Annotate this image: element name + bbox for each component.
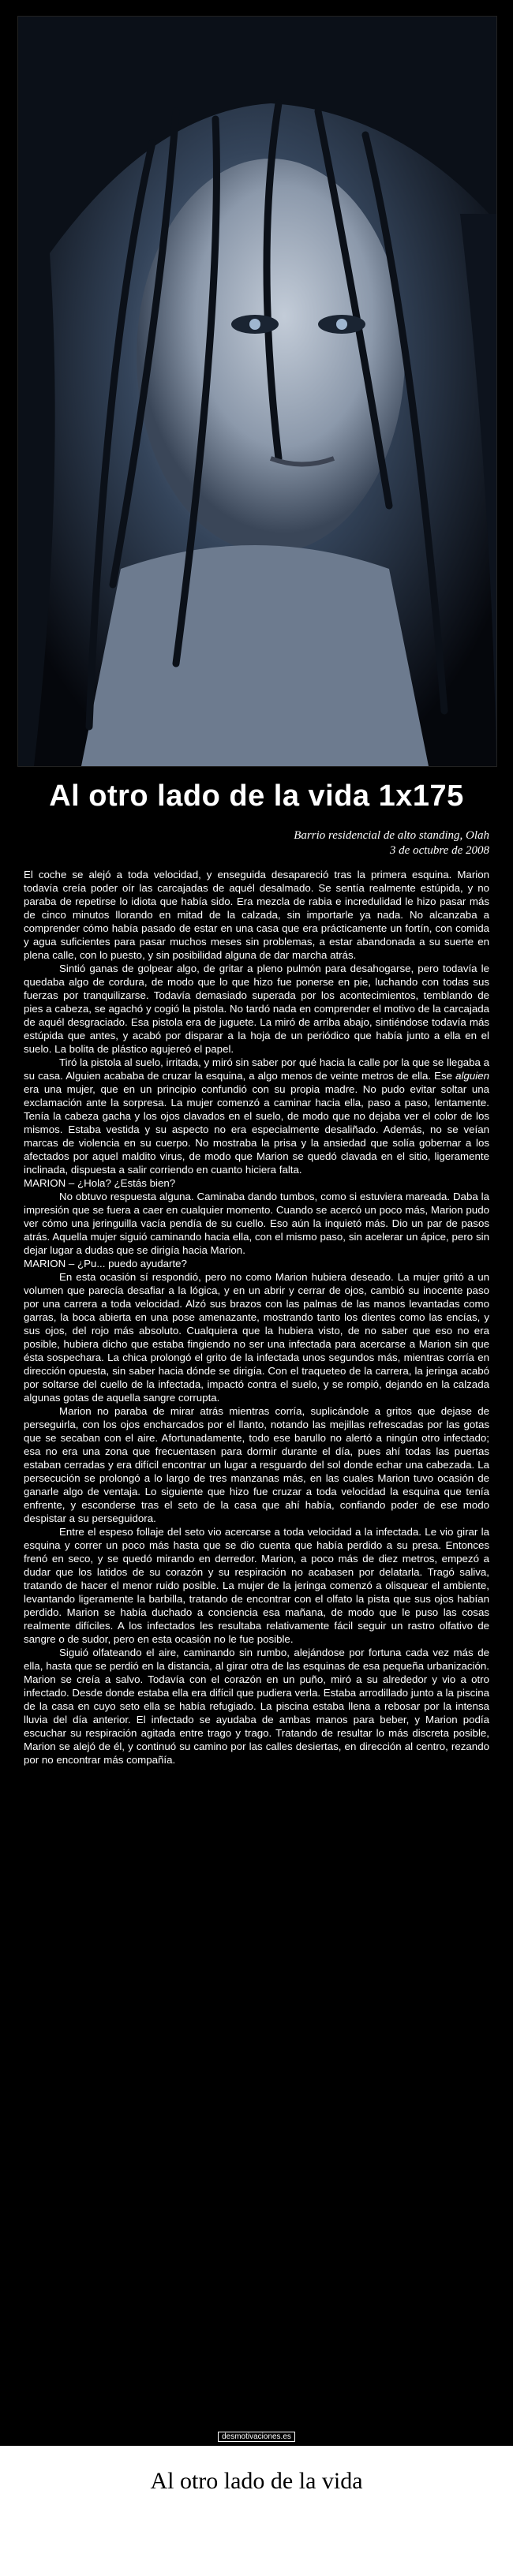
woman-portrait-image (18, 17, 496, 766)
story-paragraph: No obtuvo respuesta alguna. Caminaba dando tumbos, como si estuviera mareada. Daba la impresión que se fuera a caer en cualquier momento. Cuando se acercó un poco más, Marion pudo ver cómo una jeringuilla vacía pendía de su cuello. Eso aún la inquietó más. Dio un par de pasos atrás. Aquella mujer siguió caminando hacia ella, con el mismo paso, sin acelerar un ápice, pero sin dejar lugar a dudas que se dirigía hacia Marion. (24, 1191, 489, 1256)
story-text (24, 868, 489, 1767)
story-text-run: era una mujer, que en un principio confundió con su propia madre. No pudo evitar soltar una exclamación ante la sorpresa. La mujer comenzó a caminar hacia ella, paso a paso, lentamente. Tenía la cabeza gacha y los ojos clavados en el suelo, de modo que no dejaba ver el color de los mismos. Estaba vestida y su aspecto no era especialmente desaliñado. Además, no se veían marcas de violencia en su cuerpo. No mostraba la prisa y la ansiedad que solía gobernar a los afectados por aquel maldito virus, de modo que Marion se quedó clavada en el sitio, ligeramente inclinada, dispuesta a salir corriendo en cuanto hiciera falta. (24, 1083, 489, 1176)
story-paragraph (24, 1056, 489, 1176)
story-emphasis: alguien (455, 1070, 489, 1082)
story-text-run: Tiró la pistola al suelo, irritada, y miró sin saber por qué hacia la calle por la que se llegaba a su casa. Alguien acababa de cruzar la esquina, a algo menos de veinte metros de ella. Ese (24, 1056, 489, 1082)
subtitle-location: Barrio residencial de alto standing, Olah (294, 829, 489, 842)
poster-caption: Al otro lado de la vida (150, 2468, 363, 2494)
story-paragraph: Marion no paraba de mirar atrás mientras corría, suplicándole a gritos que dejase de perseguirla, con los ojos encharcados por el llanto, notando las mejillas refrescadas por las gotas que se secaban con el aire. Afortunadamente, todo ese barullo no alertó a ningún otro infectado; esa no era una zona que frecuentasen para dormir durante el día, pues ahí todas las puertas estaban cerradas y era difícil encontrar un lugar a resguardo del sol donde echar una cabezada. La persecución se prolongó a lo largo de tres manzanas más, en las cuales Marion tuvo ocasión de ganarle algo de ventaja. Lo siguiente que hizo fue cruzar a toda velocidad la esquina que tenía enfrente, y esconderse tras el seto de la casa que ahí había, confiando poder de ese modo despistar a su perseguidora. (24, 1405, 489, 1524)
story-title: Al otro lado de la vida 1x175 (49, 780, 464, 813)
story-paragraph: Entre el espeso follaje del seto vio acercarse a toda velocidad a la infectada. Le vio girar la esquina y correr un poco más hasta que se dio cuenta que había perdido a su presa. Entonces frenó en seco, y se quedó mirando en derredor. Marion, a poco más de diez metros, empezó a dudar que los latidos de su corazón y su respiración no acabasen por delatarla. Tragó saliva, tratando de hacer el menor ruido posible. La mujer de la jeringa comenzó a olisquear el ambiente, levantando ligeramente la barbilla, tratando de encontrar con el olfato la pista que sus ojos habían perdido. Marion se había duchado a conciencia esa mañana, de modo que le puso las cosas realmente difíciles. A los infectados les resultaba relativamente fácil seguir un rastro olfativo de sangre o de sudor, pero en esta ocasión no le fue posible. (24, 1526, 489, 1645)
subtitle-date: 3 de octubre de 2008 (389, 844, 489, 857)
watermark-label: desmotivaciones.es (218, 2432, 295, 2442)
poster-photo (17, 16, 497, 767)
story-paragraph: Siguió olfateando el aire, caminando sin rumbo, alejándose por fortuna cada vez más de ella, hasta que se perdió en la distancia, al girar otra de las esquinas de esa pequeña urbanización. Marion se creía a salvo. Todavía con el corazón en un puño, miró a su alrededor y vio a otro infectado. Desde donde estaba ella era difícil que pudiera verla. Estaba arrodillado junto a la piscina de la casa en cuyo seto ella se había refugiado. La piscina estaba llena a rebosar por la intensa lluvia del día anterior. El infectado se ayudaba de ambas manos para beber, y Marion podía escuchar su respiración agitada entre trago y trago. Tratando de resultar lo más discreta posible, Marion se alejó de él, y continuó su camino por las calles desiertas, en dirección al centro, rezando por no encontrar más compañía. (24, 1647, 489, 1766)
story-dialog-line: MARION – ¿Hola? ¿Estás bien? (24, 1177, 176, 1189)
site-watermark (0, 2428, 513, 2443)
story-dialog-line: MARION – ¿Pu... puedo ayudarte? (24, 1258, 187, 1269)
story-paragraph: El coche se alejó a toda velocidad, y enseguida desapareció tras la primera esquina. Marion todavía creía poder oír las carcajadas de aquél desalmado. Se sentía realmente estúpida, y no paraba de repetirse lo idiota que había sido. Era mezcla de rabia e incredulidad le hizo pasar más de cinco minutos llorando en mitad de la calzada, sin importarle ya nada. No alcanzaba a comprender cómo había pasado de estar en una casa que era prácticamente un fortín, con comida y agua suficientes para pasar muchos meses sin problemas, a estar abandonada a su suerte en plena calle, con lo puesto, y sin posibilidad alguna de dar marcha atrás. (24, 869, 489, 961)
story-paragraph: En esta ocasión sí respondió, pero no como Marion hubiera deseado. La mujer gritó a un volumen que parecía desafiar a la lógica, y en un abrir y cerrar de ojos, cambió su inocente paso por una carrera a toda velocidad. Alzó sus brazos con las palmas de las manos levantadas como garras, la boca abierta en una pose amenazante, mostrando tanto los dientes como las encías, y sus ojos, del rojo más absoluto. Cualquiera que la hubiera visto, de no saber que eso no era posible, hubiera dicho que estaba fingiendo no ser una infectada para acercarse a Marion sin que ésta sospechara. La chica prolongó el grito de la infectada unos segundos más, mientras corría en dirección opuesta, sin saber hacia dónde se dirigía. Con el traqueteo de la carrera, la jeringa acabó por soltarse del cuello de la infectada, impactó contra el suelo, y se rompió, dejando en la calzada algunas gotas de aquella sangre corrupta. (24, 1271, 489, 1404)
story-subtitle (174, 828, 489, 858)
story-paragraph: Sintió ganas de golpear algo, de gritar a pleno pulmón para desahogarse, pero todavía le quedaba algo de cordura, de modo que lo que hizo fue ponerse en pie, luchando con todas sus fuerzas por tranquilizarse. Todavía demasiado superada por los acontecimientos, temblando de pies a cabeza, se agachó y cogió la pistola. No tardó nada en comprender el motivo de la carcajada de aquél desgraciado. Esa pistola era de juguete. La miró de arriba abajo, sintiéndose todavía más estúpida que antes, y acabó por disparar a la hoja de un periódico que había junto a ella en el suelo. La bolita de plástico agujereó el papel. (24, 963, 489, 1055)
